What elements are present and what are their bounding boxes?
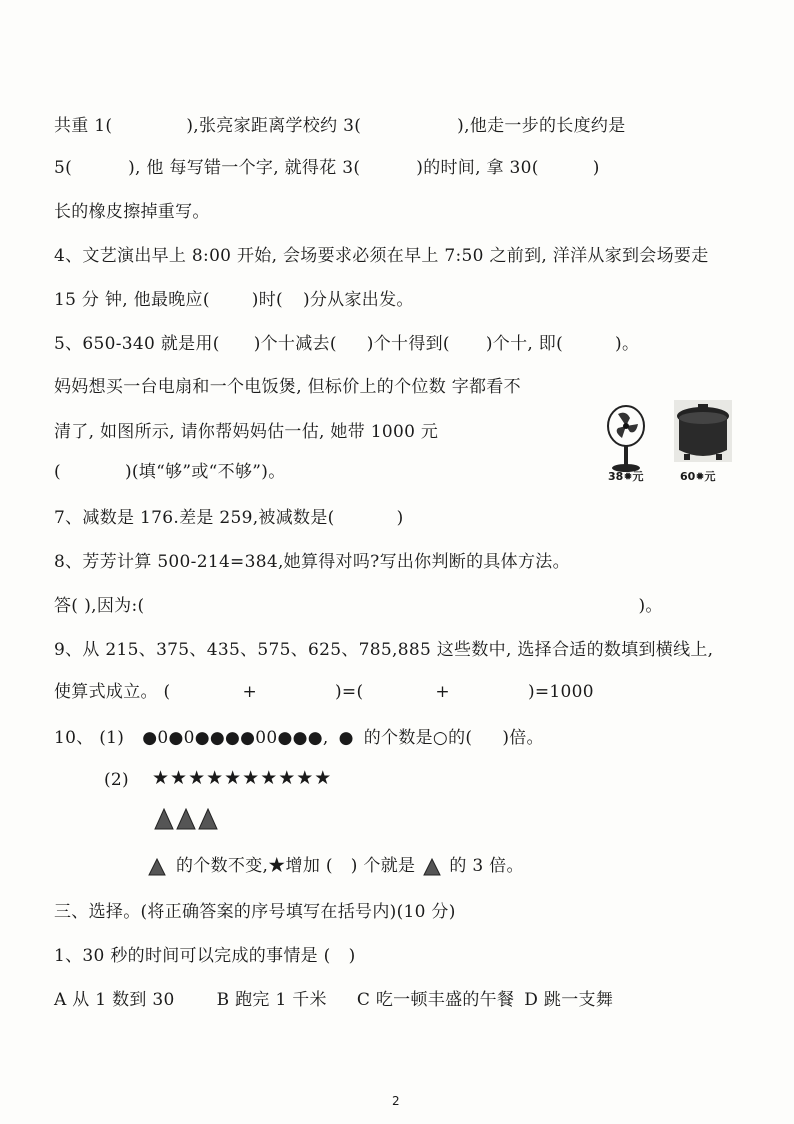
star-row: ★★★★★★★★★★ (152, 767, 333, 789)
fan-price: 38 (608, 470, 624, 483)
triangle-icon (148, 858, 166, 876)
page-number: 2 (392, 1094, 400, 1108)
q6-text: )(填“够”或“不够”)。 (124, 462, 286, 482)
q3-text: ),张亮家距离学校约 3( (186, 116, 362, 136)
q8-text: )。 (638, 596, 663, 616)
q3-text: ) (592, 158, 600, 178)
q3-text: 共重 1( (54, 116, 113, 136)
q5-text: )。 (615, 334, 640, 354)
electric-fan-icon (604, 402, 648, 478)
q3-text: 5( (54, 158, 73, 178)
triangle-icon (177, 809, 195, 829)
option-b: B 跑完 1 千米 (216, 990, 327, 1010)
q6-line1: 妈妈想买一台电扇和一个电饭煲, 但标价上的个位数 字都看不 (54, 377, 521, 397)
triangle-icon (199, 809, 217, 829)
q8-text: ),因为:( (84, 596, 145, 616)
q4-line1: 4、文艺演出早上 8:00 开始, 会场要求必须在早上 7:50 之前到, 洋洋从家到会场要走 (54, 246, 709, 266)
q6-line3 (54, 460, 286, 484)
q7-text: ) (396, 508, 404, 528)
q8-line1: 8、芳芳计算 500-214=384,她算得对吗?写出你判断的具体方法。 (54, 552, 570, 572)
smudge-icon: ✹ (623, 470, 633, 483)
triangle-icon (155, 809, 173, 829)
q7-line (54, 506, 404, 530)
q3-line2 (54, 156, 600, 180)
rice-cooker-icon (672, 398, 734, 478)
q9-text: )=( (334, 682, 364, 702)
q10-text: )倍。 (502, 728, 544, 748)
q9-text: 使算式成立。 ( (54, 682, 171, 702)
yuan-unit: 元 (632, 470, 644, 483)
q7-text: 7、减数是 176.差是 259,被减数是( (54, 508, 335, 528)
star-icon: ★ (268, 856, 286, 876)
option-c: C 吃一顿丰盛的午餐 (356, 990, 515, 1010)
triangle-row (154, 808, 220, 830)
q4-text: )分从家出发。 (302, 290, 414, 310)
section3-q1-options (54, 988, 613, 1012)
q4-text: )时( (251, 290, 283, 310)
q5-text: )个十得到( (366, 334, 450, 354)
q1-text: ) (348, 946, 356, 966)
triangle-icon (423, 858, 441, 876)
q10-part2-label: (2) (104, 770, 129, 790)
q3-text: ),他走一步的长度约是 (457, 116, 626, 136)
q3-text: )的时间, 拿 30( (416, 158, 539, 178)
q5-text: )个十减去( (253, 334, 337, 354)
q10-text: 增加 ( (285, 856, 333, 876)
q9-line2 (54, 680, 594, 704)
q3-line3: 长的橡皮擦掉重写。 (54, 202, 210, 222)
yuan-unit: 元 (704, 470, 716, 483)
smudge-icon: ✹ (695, 470, 705, 483)
q5-text: )个十, 即( (485, 334, 564, 354)
q9-text: + (242, 682, 257, 702)
q6-text: ( (54, 462, 61, 482)
dot-sequence: ●0●0●●●●00●●●, (142, 728, 329, 748)
cooker-price-label (680, 468, 716, 484)
q10-label: 10、 (1) (54, 728, 125, 748)
q9-text: )=1000 (527, 682, 594, 702)
section3-title: 三、选择。(将正确答案的序号填写在括号内)(10 分) (54, 902, 456, 922)
option-a: A 从 1 数到 30 (54, 990, 175, 1010)
q3-line1 (54, 114, 626, 138)
q10-text: 的个数是○的( (363, 728, 473, 748)
q1-text: 1、30 秒的时间可以完成的事情是 ( (54, 946, 331, 966)
fan-price-label (608, 468, 644, 484)
q10-part2-question (148, 854, 524, 878)
q3-text: ), 他 每写错一个字, 就得花 3( (128, 158, 361, 178)
q4-text: 15 分 钟, 他最晚应( (54, 290, 210, 310)
q5-text: 5、650-340 就是用( (54, 334, 220, 354)
q10-part1 (54, 726, 544, 750)
cooker-price: 60 (680, 470, 696, 483)
q10-text: ) 个就是 (350, 856, 416, 876)
q9-line1: 9、从 215、375、435、575、625、785,885 这些数中, 选择合适的数填到横线上, (54, 640, 714, 660)
option-d: D 跳一支舞 (524, 990, 614, 1010)
q5-line (54, 332, 639, 356)
filled-circle-icon: ● (338, 728, 354, 748)
q9-text: + (435, 682, 450, 702)
q10-text: 的 3 倍。 (449, 856, 524, 876)
q6-line2: 清了, 如图所示, 请你帮妈妈估一估, 她带 1000 元 (54, 422, 439, 442)
q10-text: 的个数不变, (176, 856, 269, 876)
q8-text: 答( (54, 596, 79, 616)
q8-line2 (54, 594, 663, 618)
q4-line2 (54, 288, 414, 312)
section3-q1 (54, 944, 356, 968)
